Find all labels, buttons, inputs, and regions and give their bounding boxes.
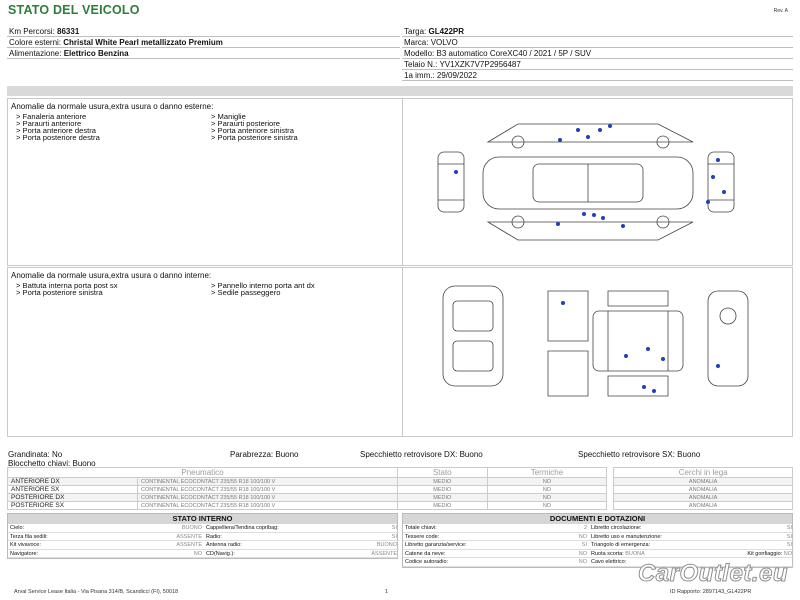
condition-hail: Grandinata: No bbox=[8, 450, 63, 459]
watermark-logo: CarOutlet.eu bbox=[637, 560, 788, 587]
list-item: > Porta anteriore destra bbox=[16, 126, 96, 135]
registration-row: 1a imm.: 29/09/2022 bbox=[402, 70, 793, 81]
document-cell: Libretto circolazione: SI bbox=[591, 525, 792, 531]
internal-damage-panel bbox=[7, 267, 793, 437]
external-damage-list-area bbox=[8, 99, 403, 265]
header-gap bbox=[607, 468, 614, 478]
interior-cell: Terza fila sedili: ASSENTE bbox=[10, 533, 202, 540]
brand-row: Marca: VOLVO bbox=[402, 37, 793, 48]
tyre-brand: CONTINENTAL ECOCONTACT 235/55 R18 100/100 V bbox=[138, 502, 398, 510]
footer-report-id: ID Rapporto: 2897143_GL422PR bbox=[670, 589, 752, 595]
table-row bbox=[8, 494, 793, 502]
tyre-winter: NO bbox=[487, 502, 607, 510]
document-cell: Catene da neve: NO bbox=[405, 550, 587, 557]
tyre-rim: ANOMALIA bbox=[614, 478, 793, 486]
tyre-brand: CONTINENTAL ECOCONTACT 235/55 R18 100/100 V bbox=[138, 494, 398, 502]
list-item: > Paraurti anteriore bbox=[16, 119, 82, 128]
condition-mirror-dx: Specchietto retrovisore DX: Buono bbox=[360, 450, 483, 459]
header-stato: Stato bbox=[398, 468, 488, 478]
page-title: STATO DEL VEICOLO bbox=[8, 3, 140, 17]
exterior-car-diagram bbox=[408, 102, 788, 262]
list-item: > Sedile passeggero bbox=[211, 288, 281, 297]
internal-damage-list-area bbox=[8, 268, 403, 436]
tyre-brand: CONTINENTAL ECOCONTACT 235/55 R18 100/100 V bbox=[138, 486, 398, 494]
tyre-position: ANTERIORE SX bbox=[8, 486, 138, 494]
list-item: > Porta posteriore sinistra bbox=[211, 133, 298, 142]
interior-cell: Kit vivavoce: ASSENTE bbox=[10, 542, 202, 548]
interior-cell: Antenna radio: BUONO bbox=[206, 542, 397, 548]
fuel-row: Alimentazione: Elettrico Benzina bbox=[7, 48, 400, 59]
document-cell: Totale chiavi: 2 bbox=[405, 525, 587, 531]
tyre-rim: ANOMALIA bbox=[614, 502, 793, 510]
tyre-table-header bbox=[8, 468, 793, 478]
row-gap bbox=[607, 478, 614, 486]
table-row bbox=[8, 486, 793, 494]
interior-cell: Radio: SI bbox=[206, 533, 397, 540]
footer-company: Arval Service Lease Italia - Via Pisana 314/B, Scandicci (FI), 50018 bbox=[14, 589, 179, 595]
internal-damage-heading: Anomalie da normale usura,extra usura o danno interne: bbox=[11, 271, 212, 280]
tyre-table bbox=[7, 467, 793, 510]
list-item: > Maniglie bbox=[211, 112, 246, 121]
vin-row: Telaio N.: YV1XZK7V7P2956487 bbox=[402, 59, 793, 70]
external-damage-list bbox=[16, 113, 406, 141]
list-item: > Fanaleria anteriore bbox=[16, 112, 87, 121]
list-item: > Porta anteriore sinistra bbox=[211, 126, 294, 135]
interior-car-diagram bbox=[408, 271, 788, 431]
tyre-state: MEDIO bbox=[398, 478, 488, 486]
row-gap bbox=[607, 502, 614, 510]
internal-damage-list bbox=[16, 282, 406, 296]
condition-mirror-sx: Specchietto retrovisore SX: Buono bbox=[578, 450, 701, 459]
interior-state-title: STATO INTERNO bbox=[8, 514, 397, 524]
document-cell: Tessere code: NO bbox=[405, 533, 587, 540]
document-cell: Cavo elettrico: bbox=[589, 558, 794, 567]
km-row: Km Percorsi: 86331 bbox=[7, 26, 400, 37]
tyre-winter: NO bbox=[487, 494, 607, 502]
document-cell: Libretto garanzia/service: SI bbox=[405, 542, 587, 548]
tyre-position: POSTERIORE DX bbox=[8, 494, 138, 502]
tyre-brand: CONTINENTAL ECOCONTACT 235/55 R18 100/100 V bbox=[138, 478, 398, 486]
document-cell: Libretto uso e manutenzione: SI bbox=[591, 533, 792, 540]
tyre-winter: NO bbox=[487, 478, 607, 486]
list-item: > Pannello interno porta ant dx bbox=[211, 281, 315, 290]
row-gap bbox=[607, 494, 614, 502]
tyre-position: ANTERIORE DX bbox=[8, 478, 138, 486]
document-cell: Codice autoradio: NO bbox=[405, 559, 587, 565]
interior-state-grid bbox=[8, 524, 397, 558]
external-damage-panel bbox=[7, 98, 793, 266]
header-cerchi: Cerchi in lega bbox=[614, 468, 793, 478]
tyre-state: MEDIO bbox=[398, 486, 488, 494]
footer-page: 1 bbox=[385, 589, 389, 595]
color-row: Colore esterni: Christal White Pearl metallizzato Premium bbox=[7, 37, 400, 48]
tyre-rim: ANOMALIA bbox=[614, 486, 793, 494]
revision-label: Rev. A bbox=[773, 8, 788, 14]
vehicle-info-left bbox=[7, 26, 400, 84]
external-damage-heading: Anomalie da normale usura,extra usura o danno esterne: bbox=[11, 102, 214, 111]
plate-row: Targa: GL422PR bbox=[402, 26, 793, 37]
list-item: > Porta posteriore sinistra bbox=[16, 288, 103, 297]
list-item: > Paraurti posteriore bbox=[211, 119, 281, 128]
document-cell: Triangolo di emergenza: SI bbox=[591, 542, 792, 548]
interior-cell: Cappelliera/Tendina copribag: SI bbox=[206, 525, 397, 531]
list-item: > Battuta interna porta post sx bbox=[16, 281, 118, 290]
table-row bbox=[8, 502, 793, 510]
condition-windshield: Parabrezza: Buono bbox=[230, 450, 299, 459]
interior-cell: CD(Navig.): ASSENTE bbox=[206, 550, 397, 557]
tyre-rim: ANOMALIA bbox=[614, 494, 793, 502]
interior-cell: Cielo: BUONO bbox=[10, 525, 202, 531]
interior-cell: Navigatore: NO bbox=[10, 550, 202, 557]
row-gap bbox=[607, 486, 614, 494]
header-pneumatico: Pneumatico bbox=[8, 468, 398, 478]
tyre-position: POSTERIORE SX bbox=[8, 502, 138, 510]
section-divider bbox=[7, 86, 793, 96]
tyre-state: MEDIO bbox=[398, 502, 488, 510]
header-termiche: Termiche bbox=[487, 468, 607, 478]
interior-state-box bbox=[7, 513, 398, 559]
documents-title: DOCUMENTI E DOTAZIONI bbox=[403, 514, 792, 524]
tyre-state: MEDIO bbox=[398, 494, 488, 502]
table-row bbox=[8, 478, 793, 486]
model-row: Modello: B3 automatico CoreXC40 / 2021 / 5P / SUV bbox=[402, 48, 793, 59]
vehicle-info bbox=[7, 26, 793, 84]
tyre-winter: NO bbox=[487, 486, 607, 494]
list-item: > Porta posteriore destra bbox=[16, 133, 100, 142]
vehicle-info-right bbox=[400, 26, 793, 84]
document-cell: Ruota scorta: BUONA Kit gonfiaggio: NO bbox=[591, 550, 792, 557]
condition-key-lock: Blocchetto chiavi: Buono bbox=[8, 459, 96, 468]
